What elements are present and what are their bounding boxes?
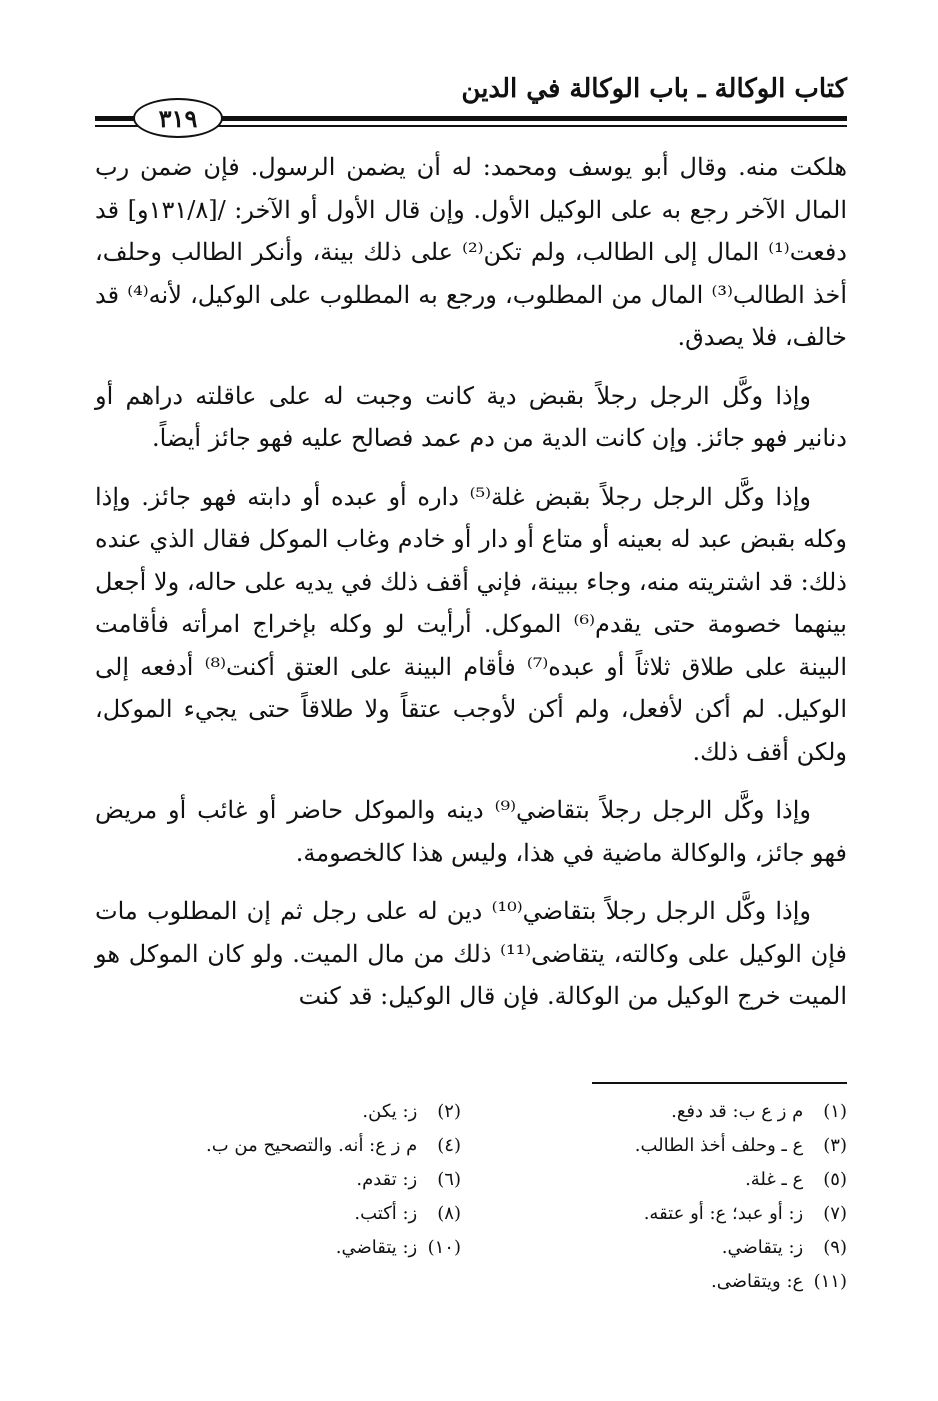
paragraph: وإذا وكَّل الرجل رجلاً بتقاضي⁽⁹⁾ دينه والموكل حاضر أو غائب أو مريض فهو جائز، والوكالة ماضية في هذا، وليس هذا كالخصومة. <box>95 796 847 867</box>
footnote-number: (٦) <box>437 1169 461 1190</box>
footnote <box>481 1268 847 1296</box>
main-text <box>95 146 847 1034</box>
footnote-number: (٨) <box>437 1203 461 1224</box>
footnote-text: ع: ويتقاضى. <box>711 1271 804 1292</box>
footnote-text: ز: تقدم. <box>356 1169 418 1190</box>
footnote-text: ز: يتقاضي. <box>721 1237 804 1258</box>
footnote-number: (٥) <box>823 1169 847 1190</box>
page-number: ٣١٩ <box>133 98 223 138</box>
footnote-number: (٢) <box>437 1101 461 1122</box>
paragraph: وإذا وكَّل الرجل رجلاً بقبض غلة⁽⁵⁾ داره أو عبده أو دابته فهو جائز. وإذا وكله بقبض عبد له بعينه أو متاع أو دار أو خادم وغاب الموكل فقال الذي عنده ذلك: قد اشتريته منه، وجاء ببينة، فإني أقف ذلك في يديه على حاله، ولا أجعل بينهما خصومة حتى يقدم⁽⁶⁾ الموكل. أرأيت لو وكله بإخراج امرأته فأقامت البينة على طلاق ثلاثاً أو عبده⁽⁷⁾ فأقام البينة على العتق أكنت⁽⁸⁾ أدفعه إلى الوكيل. لم أكن لأفعل، ولم أكن لأوجب عتقاً ولا طلاقاً حتى يجيء الموكل، ولكن أقف ذلك. <box>95 482 847 766</box>
footnotes <box>95 1098 847 1296</box>
footnote <box>481 1234 847 1262</box>
footnote <box>481 1200 847 1228</box>
footnote-text: ز: يكن. <box>362 1101 418 1122</box>
footnote-number: (٩) <box>823 1237 847 1258</box>
footnote-text: ز: أو عبد؛ ع: أو عتقه. <box>643 1203 804 1224</box>
paragraph: وإذا وكَّل الرجل رجلاً بتقاضي⁽¹⁰⁾ دين له على رجل ثم إن المطلوب مات فإن الوكيل على وكالته، يتقاضى⁽¹¹⁾ ذلك من مال الميت. ولو كان الموكل هو الميت خرج الوكيل من الوكالة. فإن قال الوكيل: قد كنت <box>95 897 847 1010</box>
footnote-number: (١١) <box>813 1271 847 1292</box>
footnote-text: ز: يتقاضي. <box>335 1237 418 1258</box>
footnote-text: م ز ع: أنه. والتصحيح من ب. <box>206 1135 418 1156</box>
footnote <box>95 1166 461 1194</box>
footnote-text: ز: أكتب. <box>354 1203 418 1224</box>
footnote <box>95 1098 461 1126</box>
footnote-text: م ز ع ب: قد دفع. <box>671 1101 804 1122</box>
footnote <box>95 1132 461 1160</box>
footnote-number: (٤) <box>437 1135 461 1156</box>
footnote-number: (٣) <box>823 1135 847 1156</box>
footnote-number: (١) <box>823 1101 847 1122</box>
footnote <box>95 1234 461 1262</box>
footnote <box>95 1200 461 1228</box>
footnote <box>481 1098 847 1126</box>
footnote-number: (١٠) <box>427 1237 461 1258</box>
footnote-separator <box>592 1082 847 1084</box>
paragraph: هلكت منه. وقال أبو يوسف ومحمد: له أن يضمن الرسول. فإن ضمن رب المال الآخر رجع به على الوكيل الأول. وإن قال الأول أو الآخر: /[١٣١/٨و] قد دفعت⁽¹⁾ المال إلى الطالب، ولم تكن⁽²⁾ على ذلك بينة، وأنكر الطالب وحلف، أخذ الطالب⁽³⁾ المال من المطلوب، ورجع به المطلوب على الوكيل، لأنه⁽⁴⁾ قد خالف، فلا يصدق. <box>95 153 848 351</box>
paragraph: وإذا وكَّل الرجل رجلاً بقبض دية كانت وجبت له على عاقلته دراهم أو دنانير فهو جائز. وإن كانت الدية من دم عمد فصالح عليه فهو جائز أيضاً. <box>95 381 847 452</box>
footnote-text: ع ـ وحلف أخذ الطالب. <box>634 1135 804 1156</box>
running-title: كتاب الوكالة ـ باب الوكالة في الدين <box>461 74 847 104</box>
footnote-text: ع ـ غلة. <box>745 1169 804 1190</box>
footnote <box>481 1166 847 1194</box>
footnote <box>481 1132 847 1160</box>
page-header <box>95 72 847 133</box>
footnote-number: (٧) <box>823 1203 847 1224</box>
